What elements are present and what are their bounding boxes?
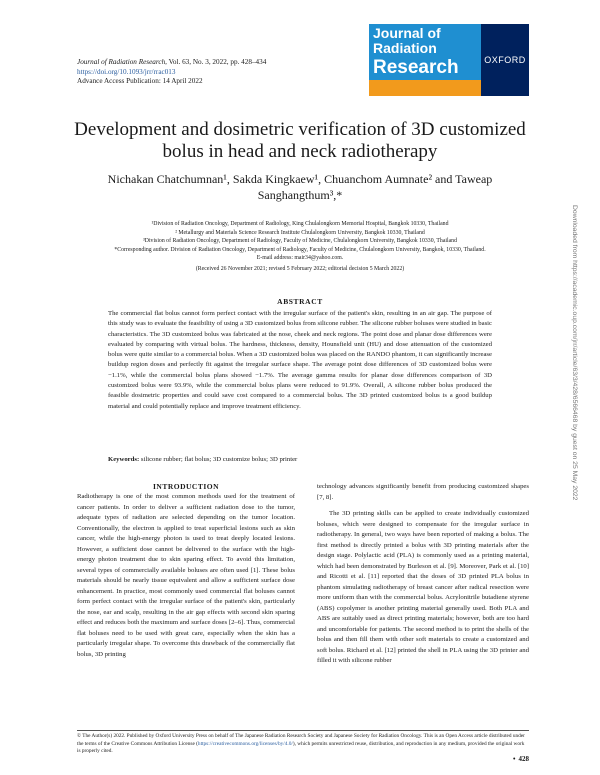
abstract-heading: ABSTRACT: [277, 297, 323, 306]
footnote-divider: [77, 730, 529, 731]
download-notice: Downloaded from https://academic.oup.com/jrr/article/63/3/428/6566468 by guest on 25 May 2022: [571, 205, 578, 501]
footnote-text: © The Author(s) 2022. Published by Oxford University Press on behalf of The Japanese Radiation Research Society and Japanese Society for Radiation Oncology. This is an Open Access article distributed under the terms of the Creative Commons Attribution License (: [77, 733, 525, 747]
logo-stripe: [369, 80, 481, 96]
affiliation-1: ¹Division of Radiation Oncology, Department of Radiology, King Chulalongkorn Memorial Hospital, Bangkok 10330, Thailand: [151, 221, 449, 227]
logo-line-3: Research: [373, 57, 459, 78]
publisher-name: OXFORD: [484, 55, 526, 65]
corresponding-author: *Corresponding author. Division of Radiation Oncology, Department of Radiology, Faculty of Medicine, Chulalongkorn University, Bangkok, 10330, Thailand.: [114, 246, 486, 253]
advance-access: Advance Access Publication: 14 April 2022: [77, 77, 203, 86]
introduction-heading: INTRODUCTION: [152, 482, 219, 491]
paragraph: Radiotherapy is one of the most common methods used for the treatment of cancer patients. In order to deliver a sufficient radiation dose to the tumor, adequate types of radiation are selected depending on the tumor location. Conventionally, the electron is applied to treat superficial lesions such as skin cancer, while the high-energy photon is used to treat deeply located lesions. However, a sufficient dose cannot be delivered to the surface with the high-energy photon treatment due to skin sparing effect. To avoid this limitation, several types of commercially available boluses are often used [1]. These bolus materials should be nearly tissue equivalent and allow a sufficient surface dose enhancement. In practice, most commonly used commercial flat boluses cannot form perfect contact with the irregular surface of the patient's skin, particularly the nose, ear and scalp, resulting in the air gap effects with second skin sparing effect and reduces both the maximum and surface doses [2–6]. Thus, commercial flat boluses need to be used with great care, especially when the skin has a particularly irregular shape. To overcome this drawback of the commercially flat bolus, 3D printing: [77, 493, 295, 658]
page-number-value: 428: [518, 755, 529, 763]
logo-line-1: Journal of: [373, 25, 441, 41]
journal-reference: [77, 58, 377, 87]
logo-line-2: Radiation: [373, 40, 437, 56]
keywords-list: silicone rubber; flat bolus; 3D customize bolus; 3D printer: [139, 456, 298, 463]
keywords: [108, 455, 492, 464]
affiliation-3: ³Division of Radiation Oncology, Department of Radiology, Faculty of Medicine, Chulalongkorn University, Bangkok 10330, Thailand: [143, 238, 457, 245]
keywords-label: Keywords:: [108, 456, 140, 463]
author-list: Nichakan Chatchumnan¹, Sakda Kingkaew¹, Chuanchom Aumnate² and Taweap Sanghangthum³,*: [107, 172, 493, 202]
doi-link[interactable]: https://doi.org/10.1093/jrr/rrac013: [77, 67, 176, 76]
paragraph: technology advances significantly benefit from producing customized shapes [7, 8].: [317, 483, 529, 501]
page-number: [505, 755, 529, 763]
received-dates: (Received 26 November 2021; revised 5 February 2022; editorial decision 5 March 2022): [195, 265, 405, 272]
copyright-footnote: [77, 733, 529, 756]
affiliations: [60, 220, 540, 274]
license-link[interactable]: https://creativecommons.org/licenses/by/4.0/: [197, 740, 293, 747]
journal-logo: [369, 24, 481, 96]
body-column-right: [317, 482, 529, 667]
bullet-icon: •: [513, 755, 516, 763]
download-sidebar: [566, 205, 582, 765]
email-address: E-mail address: mair34@yahoo.com.: [256, 255, 344, 262]
publisher-logo: [481, 24, 529, 96]
affiliation-2: ² Metallurgy and Materials Science Research Institute Chulalongkorn University, Bangkok 10330, Thailand: [175, 229, 425, 236]
journal-name: Journal of Radiation Research,: [77, 58, 167, 66]
journal-volume: Vol. 63, No. 3, 2022, pp. 428–434: [166, 58, 267, 66]
body-column-left: [77, 492, 295, 660]
abstract-text: The commercial flat bolus cannot form perfect contact with the irregular surface of the patient's skin, resulting in an air gap. The purpose of this study was to evaluate the feasibility of using a 3D customized bolus from silicone rubber. The silicone rubber boluses were studied in basic characteristics. The 3D customized bolus was fabricated at the nose, cheek and neck regions. The point dose and planar dose differences were evaluated by comparing with virtual bolus. The hardness, thickness, density, Hounsfield unit (HU) and dose attenuation of the customized bolus were quite similar to a commercial bolus. When a 3D customized bolus was placed on the RANDO phantom, it can significantly increase buildup region doses and perfectly fit against the irregular surface shape. The average point dose differences of 3D customized bolus were −1.1%, while the commercial bolus plans showed −1.7%. The average gamma results for planar dose differences comparison of 3D customized bolus were 93.9%, while the commercial bolus plans were reduced to 91.9%. Overall, A silicone rubber bolus produced the feasible dosimetric properties and could save cost compared to a commercial bolus. The 3D printed customized bolus is a good buildup material and could potentially replace and improve treatment efficiency.: [108, 310, 492, 410]
footnote-text-end: ), which permits unrestricted reuse, distribution, and reproduction in any medium, provided the original work is properly cited.: [77, 740, 525, 755]
paragraph: The 3D printing skills can be applied to create individually customized boluses, which were designed to compensate for the irregular surface in radiotherapy. In general, two ways have been reported of making a bolus. The first method is directly printed a bolus with 3D printing materials after the design stage. Polylactic acid (PLA) is commonly used as a printing material, which had been demonstrated by Burleson et al. [9]. Moreover, Park et al. [10] and Ricotti et al. [11] reported that the doses of 3D printed PLA bolus in phantom simulating radiotherapy of breast cancer after radical resection were more uniform than with the commercial bolus. Acrylonitrile butadiene styrene (ABS) copolymer is another printing material generally used. Both PLA and ABS are suitably used as direct printing materials; however, both are too hard and uncomfortable for patients. The second method is to print the shells of the bolus and then fill them with other soft materials to create a customized and soft bolus. Richard et al. [12] printed the shell in PLA using the 3D printer and filled it with silicone rubber: [317, 510, 529, 664]
paper-title: Development and dosimetric verification of 3D customized bolus in head and neck radiotherapy: [74, 119, 526, 162]
